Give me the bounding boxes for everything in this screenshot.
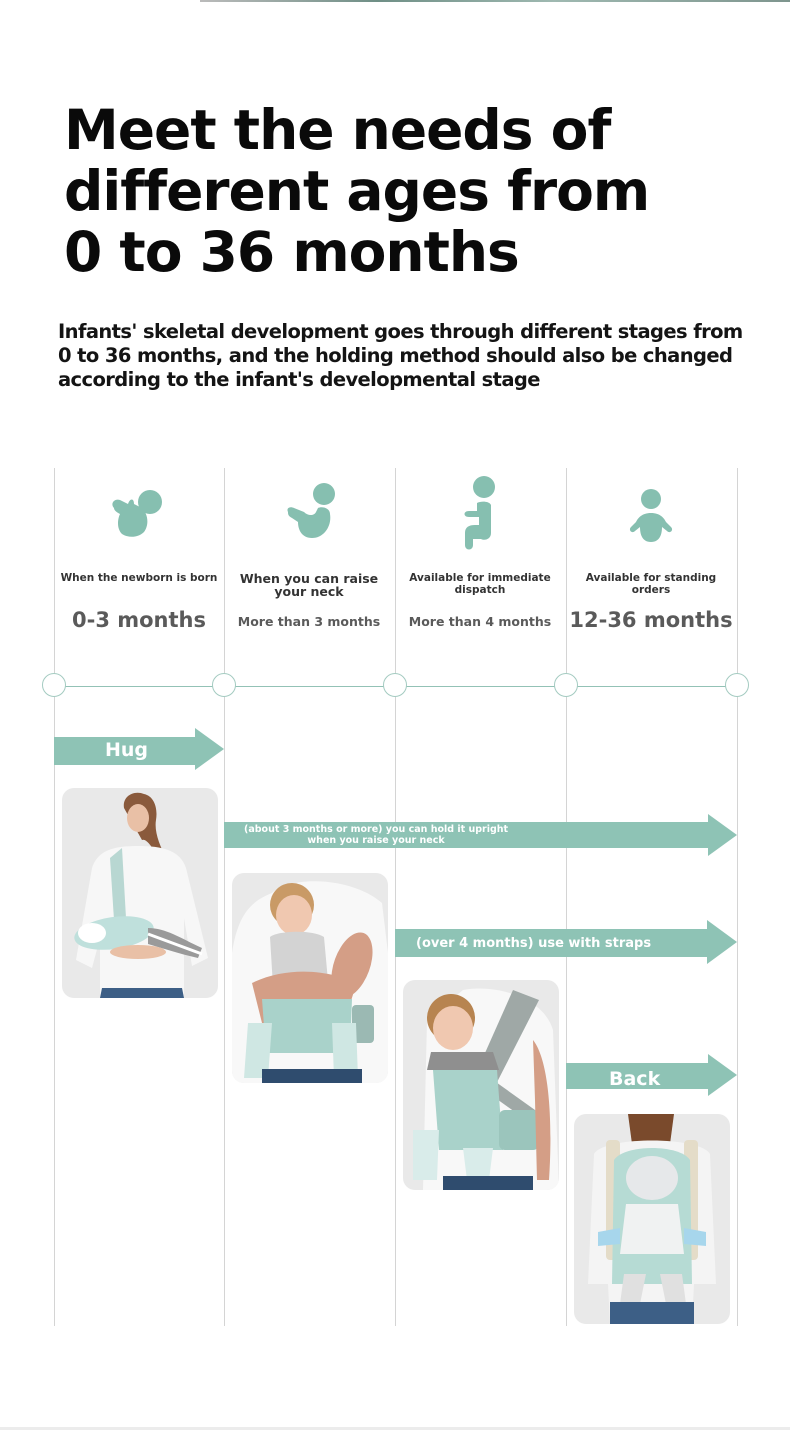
stage-description: Available for immediate dispatch — [409, 572, 551, 596]
stage-age: More than 4 months — [408, 614, 552, 629]
woman-back-carry-photo — [574, 1114, 730, 1324]
page-title: Meet the needs of different ages from 0 to 36 months — [64, 98, 650, 284]
stage-newborn — [54, 470, 224, 632]
baby-standing-icon — [566, 470, 736, 560]
stage-sitting — [395, 470, 565, 629]
back-arrow — [566, 1054, 737, 1097]
timeline-node — [42, 673, 66, 697]
baby-raising-neck-icon — [224, 470, 394, 560]
woman-newborn-carrier-photo — [62, 788, 218, 998]
column-divider — [54, 468, 55, 1326]
arrow-label-line: (about 3 months or more) you can hold it upright — [244, 824, 509, 835]
man-hip-seat-photo — [232, 873, 388, 1083]
arrow-label: Hug — [105, 739, 149, 761]
stage-raise-neck — [224, 470, 394, 629]
stage-description: When you can raise your neck — [239, 571, 379, 599]
timeline-node — [725, 673, 749, 697]
baby-sitting-icon — [395, 470, 565, 560]
column-divider — [395, 468, 396, 1326]
upright-arrow — [224, 814, 737, 856]
stage-description: When the newborn is born — [60, 572, 218, 584]
man-carrier-straps-photo — [403, 980, 559, 1190]
column-divider — [737, 468, 738, 1326]
arrow-label: (over 4 months) use with straps — [416, 936, 652, 951]
arrow-label: Back — [609, 1068, 661, 1090]
newborn-curled-icon — [54, 470, 224, 560]
straps-arrow — [395, 920, 737, 964]
timeline-node — [212, 673, 236, 697]
column-divider — [566, 468, 567, 1326]
stage-age: More than 3 months — [237, 614, 381, 629]
stage-age: 0-3 months — [72, 608, 206, 632]
stage-description: Available for standing orders — [585, 572, 717, 596]
page-subtitle: Infants' skeletal development goes through different stages from 0 to 36 months, and the holding method should also be changed according to the infant's developmental stage — [58, 320, 743, 391]
arrow-label-line: when you raise your neck — [307, 835, 445, 846]
top-edge-strip — [200, 0, 790, 2]
hug-arrow — [54, 728, 224, 771]
stage-standing — [566, 470, 736, 632]
timeline-node — [554, 673, 578, 697]
stage-age: 12-36 months — [569, 608, 733, 632]
timeline-node — [383, 673, 407, 697]
